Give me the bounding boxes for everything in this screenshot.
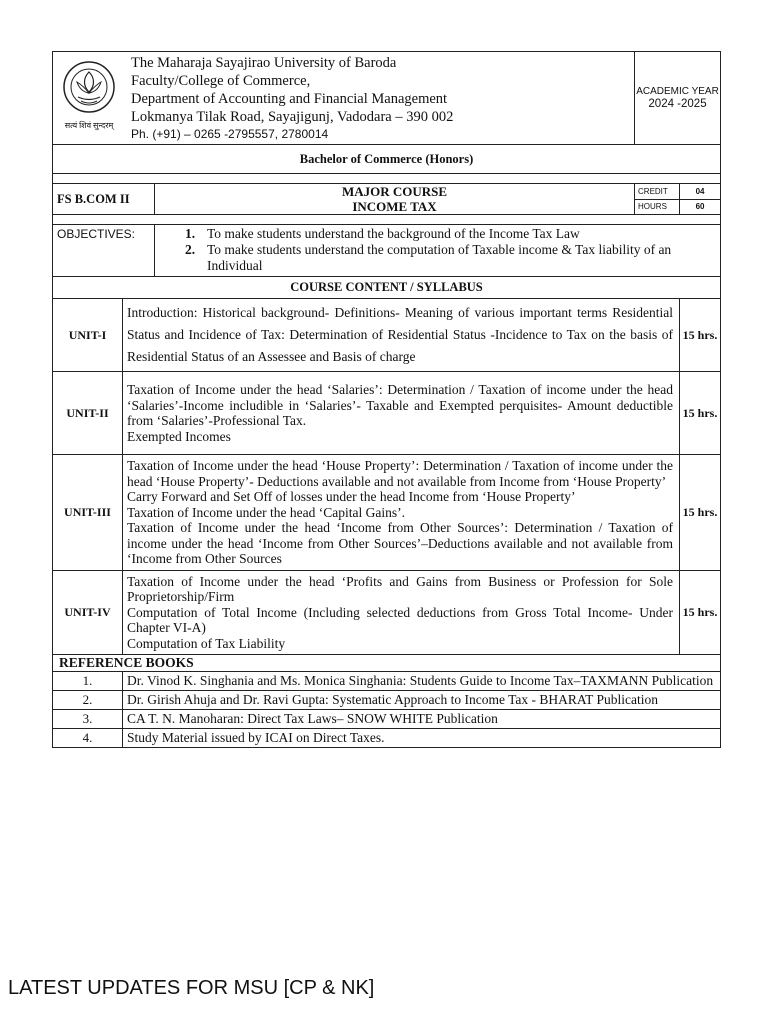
faculty-name: Faculty/College of Commerce,	[131, 73, 311, 89]
syllabus-title: COURSE CONTENT / SYLLABUS	[53, 277, 721, 299]
academic-year-label: ACADEMIC YEAR	[636, 86, 719, 97]
footer-caption: LATEST UPDATES FOR MSU [CP & NK]	[8, 977, 375, 999]
unit-row	[53, 299, 721, 372]
objective-item: 2. To make students understand the computation of Taxable income & Tax liability of an Individual	[185, 242, 672, 273]
reference-row	[53, 729, 721, 748]
hours-label: HOURS	[635, 199, 680, 215]
unit-name: UNIT-II	[53, 372, 123, 455]
unit-name: UNIT-IV	[53, 570, 123, 655]
programme-title: Bachelor of Commerce (Honors)	[53, 145, 721, 174]
spacer-row	[53, 215, 721, 225]
reference-number: 2.	[53, 691, 123, 710]
hours-value: 60	[680, 199, 721, 215]
unit-content: Introduction: Historical background- Definitions- Meaning of various important terms Residential Status and Incidence of Tax: Determination of Residential Status -Incidence to Tax on the basis of Residential Status of an Assessee and Basis of charge	[123, 299, 680, 372]
reference-number: 1.	[53, 672, 123, 691]
department-name: Department of Accounting and Financial Management	[131, 91, 448, 107]
reference-row	[53, 691, 721, 710]
credit-label: CREDIT	[635, 184, 680, 200]
academic-year-cell	[635, 52, 721, 145]
unit-hours: 15 hrs.	[680, 372, 721, 455]
credit-value: 04	[680, 184, 721, 200]
unit-row	[53, 570, 721, 655]
references-title: REFERENCE BOOKS	[53, 655, 721, 672]
objective-item: 1. To make students understand the background of the Income Tax Law	[185, 226, 580, 241]
reference-text: CA T. N. Manoharan: Direct Tax Laws– SNOW WHITE Publication	[123, 710, 721, 729]
course-name: INCOME TAX	[352, 199, 437, 214]
unit-row	[53, 372, 721, 455]
unit-content: Taxation of Income under the head ‘Salaries’: Determination / Taxation of income under the head ‘Salaries’-Income includible in ‘Salaries’- Taxable and Exempted perquisites- Amount deductible from ‘Salaries’-Professional Tax. Exempted Incomes	[123, 372, 680, 455]
reference-text: Dr. Vinod K. Singhania and Ms. Monica Singhania: Students Guide to Income Tax–TAXMANN Publication	[123, 672, 721, 691]
reference-text: Study Material issued by ICAI on Direct Taxes.	[123, 729, 721, 748]
address: Lokmanya Tilak Road, Sayajigunj, Vadodara – 390 002	[131, 109, 454, 125]
reference-number: 3.	[53, 710, 123, 729]
university-name: The Maharaja Sayajirao University of Baroda	[131, 55, 397, 71]
unit-name: UNIT-III	[53, 455, 123, 571]
syllabus-document	[52, 51, 720, 748]
unit-hours: 15 hrs.	[680, 455, 721, 571]
course-code: FS B.COM II	[53, 184, 155, 215]
unit-hours: 15 hrs.	[680, 299, 721, 372]
logo-caption: सत्यं शिवं सुन्दरम्	[64, 121, 114, 130]
academic-year-value: 2024 -2025	[648, 98, 707, 110]
phone-numbers: Ph. (+91) – 0265 -2795557, 2780014	[131, 127, 329, 141]
university-header	[53, 52, 635, 145]
university-logo-icon	[59, 60, 119, 118]
course-type: MAJOR COURSE	[341, 184, 448, 199]
syllabus-table	[52, 51, 721, 748]
unit-name: UNIT-I	[53, 299, 123, 372]
unit-row	[53, 455, 721, 571]
objectives-list	[155, 225, 721, 277]
reference-row	[53, 672, 721, 691]
unit-content: Taxation of Income under the head ‘Profits and Gains from Business or Profession for Sole Proprietorship/Firm Computation of Total Income (Including selected deductions from Gross Total Income- Under Chapter VI-A) Computation of Tax Liability	[123, 570, 680, 655]
reference-number: 4.	[53, 729, 123, 748]
reference-row	[53, 710, 721, 729]
spacer-row	[53, 174, 721, 184]
reference-text: Dr. Girish Ahuja and Dr. Ravi Gupta: Systematic Approach to Income Tax - BHARAT Publication	[123, 691, 721, 710]
university-address-block	[131, 54, 453, 142]
course-title-cell	[155, 184, 635, 215]
unit-hours: 15 hrs.	[680, 570, 721, 655]
objectives-label: OBJECTIVES:	[53, 225, 155, 277]
unit-content: Taxation of Income under the head ‘House Property’: Determination / Taxation of income under the head ‘House Property’- Deductions available and not available from Income from ‘House Property’ Carry Forward and Set Off of losses under the head Income from ‘House Property’ Taxation of Income under the head ‘Capital Gains’. Taxation of Income under the head ‘Income from Other Sources’: Determination / Taxation of income under the head ‘Income from Other Sources’–Deductions available and not available from ‘Income from Other Sources	[123, 455, 680, 571]
